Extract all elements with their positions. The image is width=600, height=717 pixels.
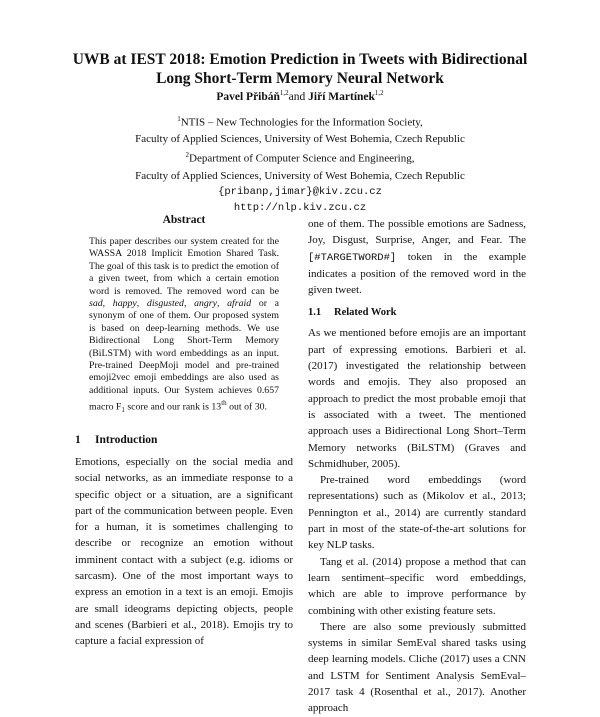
f-subscript: 1 <box>121 406 125 415</box>
lab-url: http://nlp.kiv.zcu.cz <box>233 202 367 215</box>
affil-sup-1: 1 <box>177 115 181 123</box>
affil-sup-2: 2 <box>185 151 190 160</box>
comma: , <box>102 298 106 310</box>
related-paragraph-1: As we mentioned before emojis are an important part of expressing emotions. Barbieri et al. (2017) investigated the relationship between words and emojis. They also proposed an approach to predict the most probable emoji that is associated with a tweet. The mentioned approach uses a Bidirectional Long Short–Term Memory networks (BiLSTM) (Graves and Schmidhuber, 2005). <box>308 327 526 470</box>
affil-line-4: Faculty of Applied Sciences, University of West Bohemia, Czech Republic <box>135 169 465 182</box>
right-paragraph-1 <box>308 216 526 298</box>
abstract-text <box>89 236 279 417</box>
intro-title: Introduction <box>95 433 158 446</box>
rank-sup: th <box>221 399 227 408</box>
abstract-part-1: This paper describes our system created for the WASSA 2018 Implicit Emotion Shared Task. The goal of this task is to predict the emotion of a given tweet, from which a certain emotion word is removed. The removed word can be <box>89 236 279 297</box>
related-paragraph-3: Tang et al. (2014) propose a method that can learn sentiment–specific word embeddings, which are able to improve performance by combining with other existing feature sets. <box>308 555 526 617</box>
affil-line-2: Faculty of Applied Sciences, University of West Bohemia, Czech Republic <box>135 133 465 146</box>
affil-line-3: Department of Computer Science and Engineering, <box>189 153 415 166</box>
abstract-part-3: score and our rank is 13 <box>127 401 222 413</box>
emotion-afraid: afraid <box>227 298 252 310</box>
title-line-2: Long Short-Term Memory Neural Network <box>156 70 444 87</box>
intro-paragraph: Emotions, especially on the social media and social networks, as an immediate response to a specific object or a situation, are a significant part of the communication between people. Even for a human, it is sometimes challenging to describe or recognize an emotion without imminent contact with a subject (e.g. idioms or sarcasm). One of the most important ways to express an emotion in a text is an emoji. Emojis are small ideograms depicting objects, people and scenes (Barbieri et al., 2018). Emojis try to capture a facial expression of <box>75 455 293 648</box>
author-2: Jiří Martínek <box>308 90 375 103</box>
abstract-part-4: out of 30. <box>229 401 267 413</box>
related-paragraph-4: There are also some previously submitted systems in similar SemEval shared tasks using deep learning models. Cliche (2017) uses a CNN and LSTM for Sentiment Analysis SemEval–2017 task 4 (Rosenthal et al., 2017). Another approach <box>308 620 526 715</box>
author-and: and <box>288 90 306 103</box>
right-column <box>308 216 526 717</box>
emotion-angry: angry <box>194 298 217 310</box>
abstract-part-2: or a synonym of one of them. Our proposed system is based on deep-learning methods. We use Bidirectional Long Short-Term Memory (BiLSTM) with word embeddings as an input. Pre-trained DeepMoji model and pre-trained emoji2vec emoji embeddings are also used as additional inputs. Our System achieves 0.657 macro F <box>89 298 280 413</box>
related-work-heading <box>308 307 526 318</box>
related-paragraph-2: Pre-trained word embeddings (word representations) such as (Mikolov et al., 2013; Pennington et al., 2014) are currently standard part in most of the state-of-the-art solutions for key NLP tasks. <box>308 474 526 552</box>
intro-number: 1 <box>75 433 81 446</box>
comma: , <box>216 298 220 310</box>
emotion-happy: happy <box>112 298 137 310</box>
author-2-sup: 1,2 <box>374 89 384 97</box>
author-1-sup: 1,2 <box>279 89 289 97</box>
affil-line-1: NTIS – New Technologies for the Information Society, <box>180 116 423 129</box>
abstract-heading: Abstract <box>162 214 206 226</box>
related-work-title: Related Work <box>334 307 397 319</box>
comma: , <box>136 298 140 310</box>
author-email: {pribanp,jimar}@kiv.zcu.cz <box>218 185 382 198</box>
intro-heading <box>75 434 293 446</box>
emotion-sad: sad <box>89 298 103 310</box>
comma: , <box>183 298 187 310</box>
left-column <box>75 214 293 649</box>
affiliations <box>0 111 600 217</box>
right-p1-b: token in the example indicates a position of the removed word in the given tweet. <box>308 250 527 297</box>
target-token: [#TARGETWORD#] <box>308 251 397 264</box>
paper-title <box>40 50 560 88</box>
related-work-number: 1.1 <box>308 307 322 319</box>
author-1: Pavel Přibáň <box>216 90 280 103</box>
title-line-1: UWB at IEST 2018: Emotion Prediction in Tweets with Bidirectional <box>72 51 528 68</box>
author-list <box>0 89 600 103</box>
right-p1-a: one of them. The possible emotions are Sadness, Joy, Disgust, Surprise, Anger, and Fear. The <box>308 218 526 247</box>
emotion-disgusted: disgusted <box>146 298 184 310</box>
